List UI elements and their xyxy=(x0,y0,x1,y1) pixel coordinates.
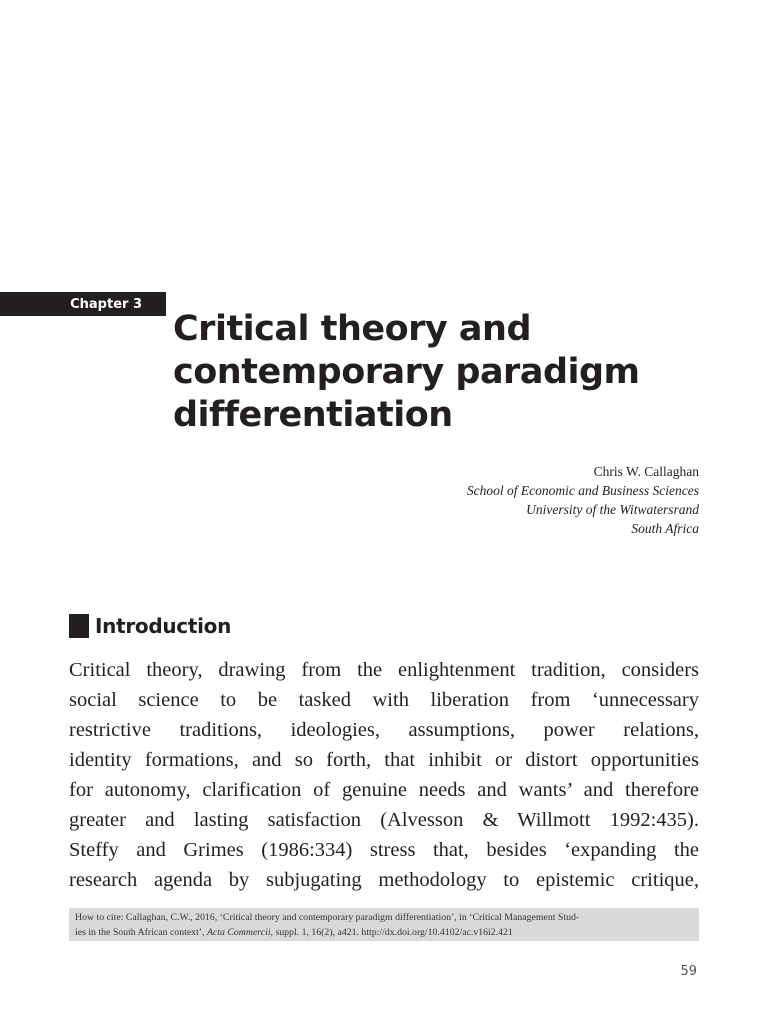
author-school: School of Economic and Business Sciences xyxy=(466,483,699,498)
citation-box xyxy=(69,908,699,941)
body-line: identity formations, and so forth, that inhibit or distort opportunities xyxy=(69,749,699,771)
section-heading xyxy=(69,614,231,638)
citation-text: ies in the South African context’, xyxy=(75,927,207,938)
body-line: research agenda by subjugating methodology to epistemic critique, xyxy=(69,869,699,891)
author-name: Chris W. Callaghan xyxy=(593,464,699,479)
body-line: Critical theory, drawing from the enlightenment tradition, considers xyxy=(69,659,699,681)
title-line: contemporary paradigm xyxy=(173,352,640,392)
chapter-title xyxy=(173,308,733,437)
citation-text: , suppl. 1, 16(2), a421. http://dx.doi.org/10.4102/ac.v16i2.421 xyxy=(270,927,513,938)
page-number: 59 xyxy=(680,964,697,979)
body-line: for autonomy, clarification of genuine needs and wants’ and therefore xyxy=(69,779,699,801)
author-country: South Africa xyxy=(631,521,699,536)
citation-journal: Acta Commercii xyxy=(206,927,271,938)
author-university: University of the Witwatersrand xyxy=(526,502,699,517)
body-line: Steffy and Grimes (1986:334) stress that, besides ‘expanding the xyxy=(69,839,699,861)
body-line: greater and lasting satisfaction (Alvesson & Willmott 1992:435). xyxy=(69,809,699,831)
title-line: Critical theory and xyxy=(173,309,531,349)
author-affiliation xyxy=(467,462,699,538)
title-line: differentiation xyxy=(173,395,453,435)
citation-line xyxy=(75,925,693,940)
body-line: restrictive traditions, ideologies, assumptions, power relations, xyxy=(69,719,699,741)
body-line: social science to be tasked with liberation from ‘unnecessary xyxy=(69,689,699,711)
body-paragraph xyxy=(69,655,699,895)
section-title: Introduction xyxy=(95,614,232,638)
citation-line: How to cite: Callaghan, C.W., 2016, ‘Critical theory and contemporary paradigm differentiation’, in ‘Critical Management Stud- xyxy=(75,912,580,923)
section-marker xyxy=(69,614,89,638)
chapter-label: Chapter 3 xyxy=(0,292,166,316)
